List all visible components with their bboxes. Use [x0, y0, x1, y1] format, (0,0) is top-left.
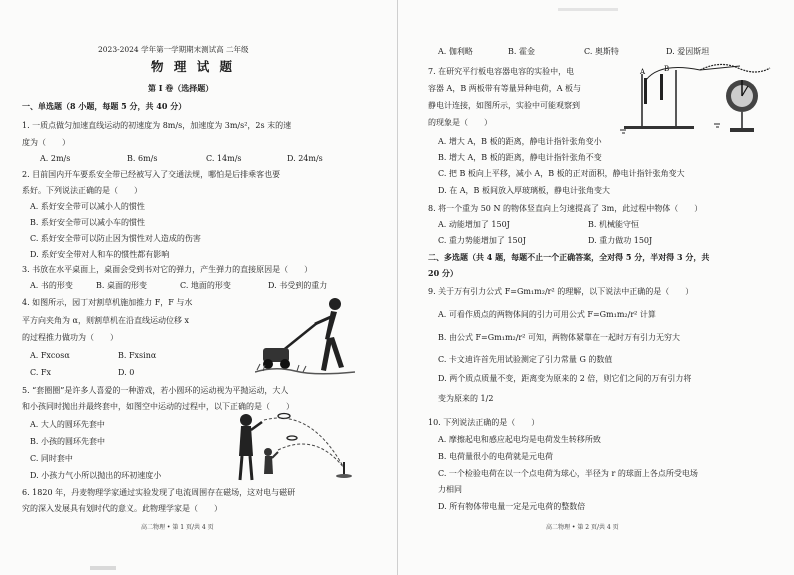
q10-option-a: A. 摩擦起电和感应起电均是电荷发生转移所致 — [438, 435, 601, 444]
q5-option-b: B. 小孩的圆环先套中 — [30, 437, 105, 446]
q1-line1: 1. 一质点做匀加速直线运动的初速度为 8m/s，加速度为 3m/s²，2s 末的速 — [22, 121, 292, 130]
q8-option-c: C. 重力势能增加了 150J — [438, 236, 526, 245]
q10-line1: 10. 下列说法正确的是（ ） — [428, 418, 540, 427]
q3-option-a: A. 书的形变 — [30, 281, 73, 290]
q7-option-d: D. 在 A，B 板间放入厚玻璃板，静电计张角变大 — [438, 186, 610, 195]
q8-line1: 8. 将一个重为 50 N 的物体竖直向上匀速提高了 3m，此过程中物体（ ） — [428, 204, 703, 213]
q7-option-a: A. 增大 A，B 板的距离，静电计指针张角变小 — [438, 137, 602, 146]
q2-option-d: D. 系好安全带对人和车的惯性都有影响 — [30, 250, 170, 259]
q9-option-c: C. 卡文迪许首先用试验测定了引力常量 G 的数值 — [438, 355, 613, 364]
q4-line3: 的过程推力做功为（ ） — [22, 333, 118, 342]
q3-line1: 3. 书放在水平桌面上，桌面会受到书对它的弹力，产生弹力的直接原因是（ ） — [22, 265, 313, 274]
q5-line1: 5. “套圈圈”是许多人喜爱的一种游戏，若小圆环的运动视为平抛运动，大人 — [22, 386, 289, 395]
q9-option-d: D. 两个质点质量不变，距离变为原来的 2 倍，则它们之间的万有引力将 — [438, 374, 692, 383]
q1-line2: 度为（ ） — [22, 138, 70, 147]
q7-option-b: B. 增大 A，B 板的距离，静电计指针张角不变 — [438, 153, 602, 162]
q1-option-d: D. 24m/s — [287, 154, 323, 163]
q3-option-c: C. 地面的形变 — [180, 281, 231, 290]
q6-line1: 6. 1820 年，丹麦物理学家通过实验发现了电流周围存在磁场，这对电与磁研 — [22, 488, 296, 497]
part1-heading: 一、单选题（8 小题，每题 5 分，共 40 分） — [22, 101, 187, 111]
right-page — [397, 0, 794, 575]
page-title: 物 理 试 题 — [151, 59, 236, 74]
lawn-mower-figure — [255, 294, 355, 376]
q9-option-a: A. 可看作质点的两物体间的引力可用公式 F=Gm₁m₂/r² 计算 — [438, 310, 656, 319]
q9-option-b: B. 由公式 F=Gm₁m₂/r² 可知，两物体紧靠在一起时万有引力无穷大 — [438, 333, 681, 342]
q5-option-a: A. 大人的圆环先套中 — [30, 420, 105, 429]
q2-option-c: C. 系好安全带可以防止因为惯性对人造成的伤害 — [30, 234, 201, 243]
q7-line2: 容器 A，B 两板带有等量异种电荷，A 板与 — [428, 84, 582, 93]
scan-edge-mark — [558, 8, 618, 11]
q4-option-a: A. Fxcosα — [30, 351, 70, 360]
q4-option-d: D. 0 — [118, 368, 135, 377]
q4-line1: 4. 如图所示，园丁对割草机施加推力 F，F 与水 — [22, 298, 193, 307]
q5-line2: 和小孩同时抛出并最终套中，如图空中运动的过程中，以下正确的是（ ） — [22, 402, 294, 411]
exam-header: 2023-2024 学年第一学期期末测试高 二年级 — [98, 45, 249, 54]
part2-heading-line1: 二、多选题（共 4 题，每题不止一个正确答案，全对得 5 分，半对得 3 分，共 — [428, 252, 710, 262]
right-footer: 高二物理 • 第 2 页/共 4 页 — [546, 524, 619, 531]
q8-option-b: B. 机械能守恒 — [588, 220, 639, 229]
plate-label-b: B — [664, 65, 670, 73]
plate-label-a: A — [640, 68, 646, 76]
q1-option-c: C. 14m/s — [206, 154, 242, 163]
q4-line2: 平方向夹角为 α，则割草机在沿直线运动位移 x — [22, 316, 189, 325]
part2-heading-line2: 20 分） — [428, 268, 458, 278]
q3-option-d: D. 书受到的重力 — [268, 281, 328, 290]
q6-option-a: A. 伽利略 — [438, 47, 473, 56]
q2-line1: 2. 目前国内开车要系安全带已经被写入了交通法规，哪怕是后排乘客也要 — [22, 170, 281, 179]
q1-option-a: A. 2m/s — [40, 154, 71, 163]
left-footer: 高二物理 • 第 1 页/共 4 页 — [141, 524, 214, 531]
q6-line2: 究的深入发展具有划时代的意义。此物理学家是（ ） — [22, 504, 222, 513]
q6-option-b: B. 霍金 — [508, 47, 535, 56]
q9-option-d-cont: 变为原来的 1/2 — [438, 394, 494, 403]
q7-line4: 的现象是（ ） — [428, 118, 492, 127]
q7-line1: 7. 在研究平行板电容器电容的实验中，电 — [428, 67, 575, 76]
q6-option-c: C. 奥斯特 — [584, 47, 619, 56]
q7-line3: 静电计连接，如图所示，实验中可能观察到 — [428, 101, 580, 110]
q5-option-d: D. 小孩力气小所以抛出的环初速度小 — [30, 471, 162, 480]
q3-option-b: B. 桌面的形变 — [96, 281, 147, 290]
q8-option-a: A. 动能增加了 150J — [438, 220, 510, 229]
q7-option-c: C. 把 B 板向上平移，减小 A，B 板的正对面积，静电计指针张角变大 — [438, 169, 685, 178]
q10-option-c: C. 一个检验电荷在以一个点电荷为球心，半径为 r 的球面上各点所受电场 — [438, 469, 698, 478]
q4-option-b: B. Fxsinα — [118, 351, 157, 360]
q9-line1: 9. 关于万有引力公式 F=Gm₁m₂/r² 的理解，以下说法中正确的是（ ） — [428, 287, 694, 296]
q2-option-a: A. 系好安全带可以减小人的惯性 — [30, 202, 145, 211]
capacitor-electroscope-figure — [620, 60, 788, 140]
q10-option-b: B. 电荷量很小的电荷就是元电荷 — [438, 452, 553, 461]
q1-option-b: B. 6m/s — [127, 154, 158, 163]
q8-option-d: D. 重力做功 150J — [588, 236, 653, 245]
scan-mark — [90, 566, 116, 570]
ring-toss-figure — [236, 410, 356, 486]
q10-option-d: D. 所有物体带电量一定是元电荷的整数倍 — [438, 502, 586, 511]
q4-option-c: C. Fx — [30, 368, 51, 377]
section-title: 第 I 卷（选择题） — [148, 83, 214, 93]
q5-option-c: C. 同时套中 — [30, 454, 73, 463]
q10-option-c-cont: 力相同 — [438, 485, 462, 494]
q6-option-d: D. 爱因斯坦 — [666, 47, 710, 56]
q2-option-b: B. 系好安全带可以减小车的惯性 — [30, 218, 145, 227]
q2-line2: 系好。下列说法正确的是（ ） — [22, 186, 142, 195]
